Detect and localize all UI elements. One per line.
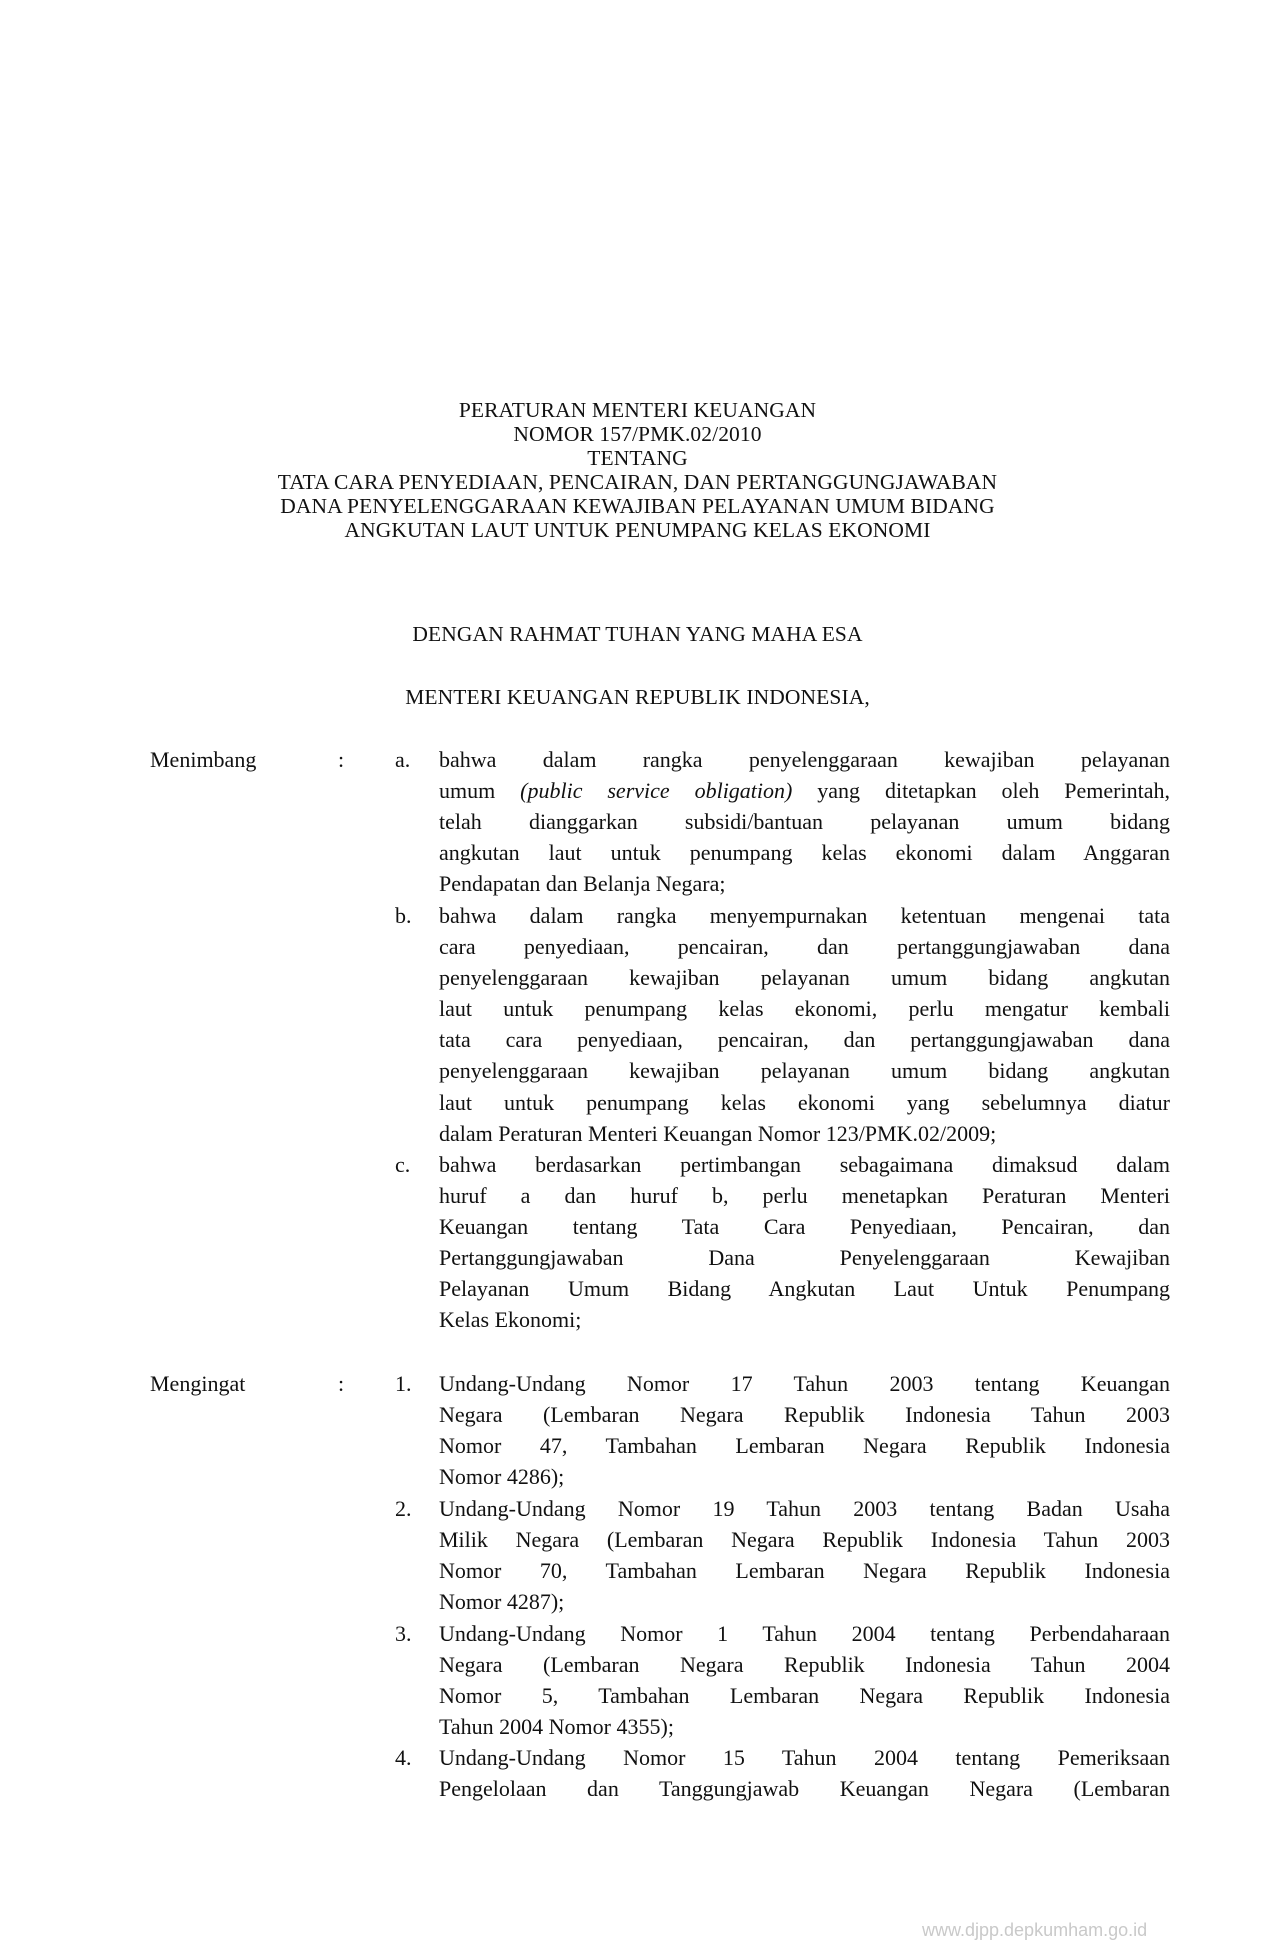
text-line: Negara (Lembaran Negara Republik Indonesia Tahun 2003 <box>439 1402 1170 1428</box>
text-line: umum (public service obligation) yang ditetapkan oleh Pemerintah, <box>439 778 1170 804</box>
text-line: bahwa dalam rangka penyelenggaraan kewajiban pelayanan <box>439 747 1170 772</box>
text-line: Pertanggungjawaban Dana Penyelenggaraan Kewajiban <box>439 1245 1170 1271</box>
text-line: Nomor 47, Tambahan Lembaran Negara Republik Indonesia <box>439 1433 1170 1459</box>
italic-phrase: (public service obligation) <box>520 778 793 804</box>
text-line: Undang-Undang Nomor 1 Tahun 2004 tentang Perbendaharaan <box>439 1621 1170 1646</box>
section-colon: : <box>338 747 345 772</box>
section-label: Mengingat <box>150 1371 246 1396</box>
text-line: angkutan laut untuk penumpang kelas ekonomi dalam Anggaran <box>439 840 1170 866</box>
text-line: dalam Peraturan Menteri Keuangan Nomor 123/PMK.02/2009; <box>439 1120 997 1146</box>
text-line: Kelas Ekonomi; <box>439 1307 582 1333</box>
item-marker: 4. <box>395 1745 412 1770</box>
item-marker: 3. <box>395 1621 412 1646</box>
text-line: Undang-Undang Nomor 15 Tahun 2004 tentang Pemeriksaan <box>439 1745 1170 1770</box>
blessing-text: DENGAN RAHMAT TUHAN YANG MAHA ESA <box>412 622 863 646</box>
minister-text: MENTERI KEUANGAN REPUBLIK INDONESIA, <box>405 685 870 709</box>
item-marker: a. <box>395 747 411 772</box>
text-line: Nomor 4287); <box>439 1589 565 1615</box>
text-line: Negara (Lembaran Negara Republik Indonesia Tahun 2004 <box>439 1652 1170 1678</box>
title-line: TATA CARA PENYEDIAAN, PENCAIRAN, DAN PERTANGGUNGJAWABAN <box>277 470 998 494</box>
text-line: penyelenggaraan kewajiban pelayanan umum bidang angkutan <box>439 1058 1170 1084</box>
item-text <box>439 1742 1170 1804</box>
title-line: PERATURAN MENTERI KEUANGAN <box>458 398 817 422</box>
text-line: Nomor 5, Tambahan Lembaran Negara Republik Indonesia <box>439 1683 1170 1709</box>
item-marker: 2. <box>395 1496 412 1521</box>
item-text <box>439 744 1170 899</box>
text-line: Undang-Undang Nomor 19 Tahun 2003 tentang Badan Usaha <box>439 1496 1170 1521</box>
item-text <box>439 1493 1170 1617</box>
minister-line <box>0 685 1275 709</box>
text-line: tata cara penyediaan, pencairan, dan pertanggungjawaban dana <box>439 1027 1170 1053</box>
text-line: Undang-Undang Nomor 17 Tahun 2003 tentang Keuangan <box>439 1371 1170 1396</box>
item-text <box>439 1368 1170 1492</box>
text-line: Keuangan tentang Tata Cara Penyediaan, Pencairan, dan <box>439 1214 1170 1240</box>
item-text <box>439 1618 1170 1742</box>
text-line: Pelayanan Umum Bidang Angkutan Laut Untuk Penumpang <box>439 1276 1170 1302</box>
item-text <box>439 1149 1170 1336</box>
text-line: Nomor 4286); <box>439 1464 565 1490</box>
blessing-line <box>0 622 1275 646</box>
text-line: bahwa dalam rangka menyempurnakan ketentuan mengenai tata <box>439 903 1170 928</box>
text-line: bahwa berdasarkan pertimbangan sebagaimana dimaksud dalam <box>439 1152 1170 1177</box>
title-line: TENTANG <box>587 446 688 470</box>
section-label: Menimbang <box>150 747 257 772</box>
item-marker: 1. <box>395 1371 412 1396</box>
watermark-url: www.djpp.depkumham.go.id <box>922 1920 1148 1940</box>
title-line: NOMOR 157/PMK.02/2010 <box>513 422 762 446</box>
text-line: Pendapatan dan Belanja Negara; <box>439 871 726 897</box>
item-marker: c. <box>395 1152 411 1177</box>
regulation-title <box>0 398 1275 542</box>
text-line: laut untuk penumpang kelas ekonomi, perlu mengatur kembali <box>439 996 1170 1022</box>
item-marker: b. <box>395 903 412 928</box>
text-line: penyelenggaraan kewajiban pelayanan umum bidang angkutan <box>439 965 1170 991</box>
text-line: laut untuk penumpang kelas ekonomi yang sebelumnya diatur <box>439 1089 1170 1115</box>
title-line: ANGKUTAN LAUT UNTUK PENUMPANG KELAS EKONOMI <box>344 518 931 542</box>
item-text <box>439 900 1170 1149</box>
text-line: huruf a dan huruf b, perlu menetapkan Peraturan Menteri <box>439 1183 1170 1209</box>
text-line: Milik Negara (Lembaran Negara Republik Indonesia Tahun 2003 <box>439 1527 1170 1553</box>
section-colon: : <box>338 1371 345 1396</box>
text-line: telah dianggarkan subsidi/bantuan pelayanan umum bidang <box>439 809 1170 835</box>
text-line: cara penyediaan, pencairan, dan pertanggungjawaban dana <box>439 934 1170 960</box>
text-line: Pengelolaan dan Tanggungjawab Keuangan Negara (Lembaran <box>439 1776 1170 1802</box>
text-line: Nomor 70, Tambahan Lembaran Negara Republik Indonesia <box>439 1558 1170 1584</box>
text-line: Tahun 2004 Nomor 4355); <box>439 1714 674 1740</box>
title-line: DANA PENYELENGGARAAN KEWAJIBAN PELAYANAN UMUM BIDANG <box>280 494 995 518</box>
